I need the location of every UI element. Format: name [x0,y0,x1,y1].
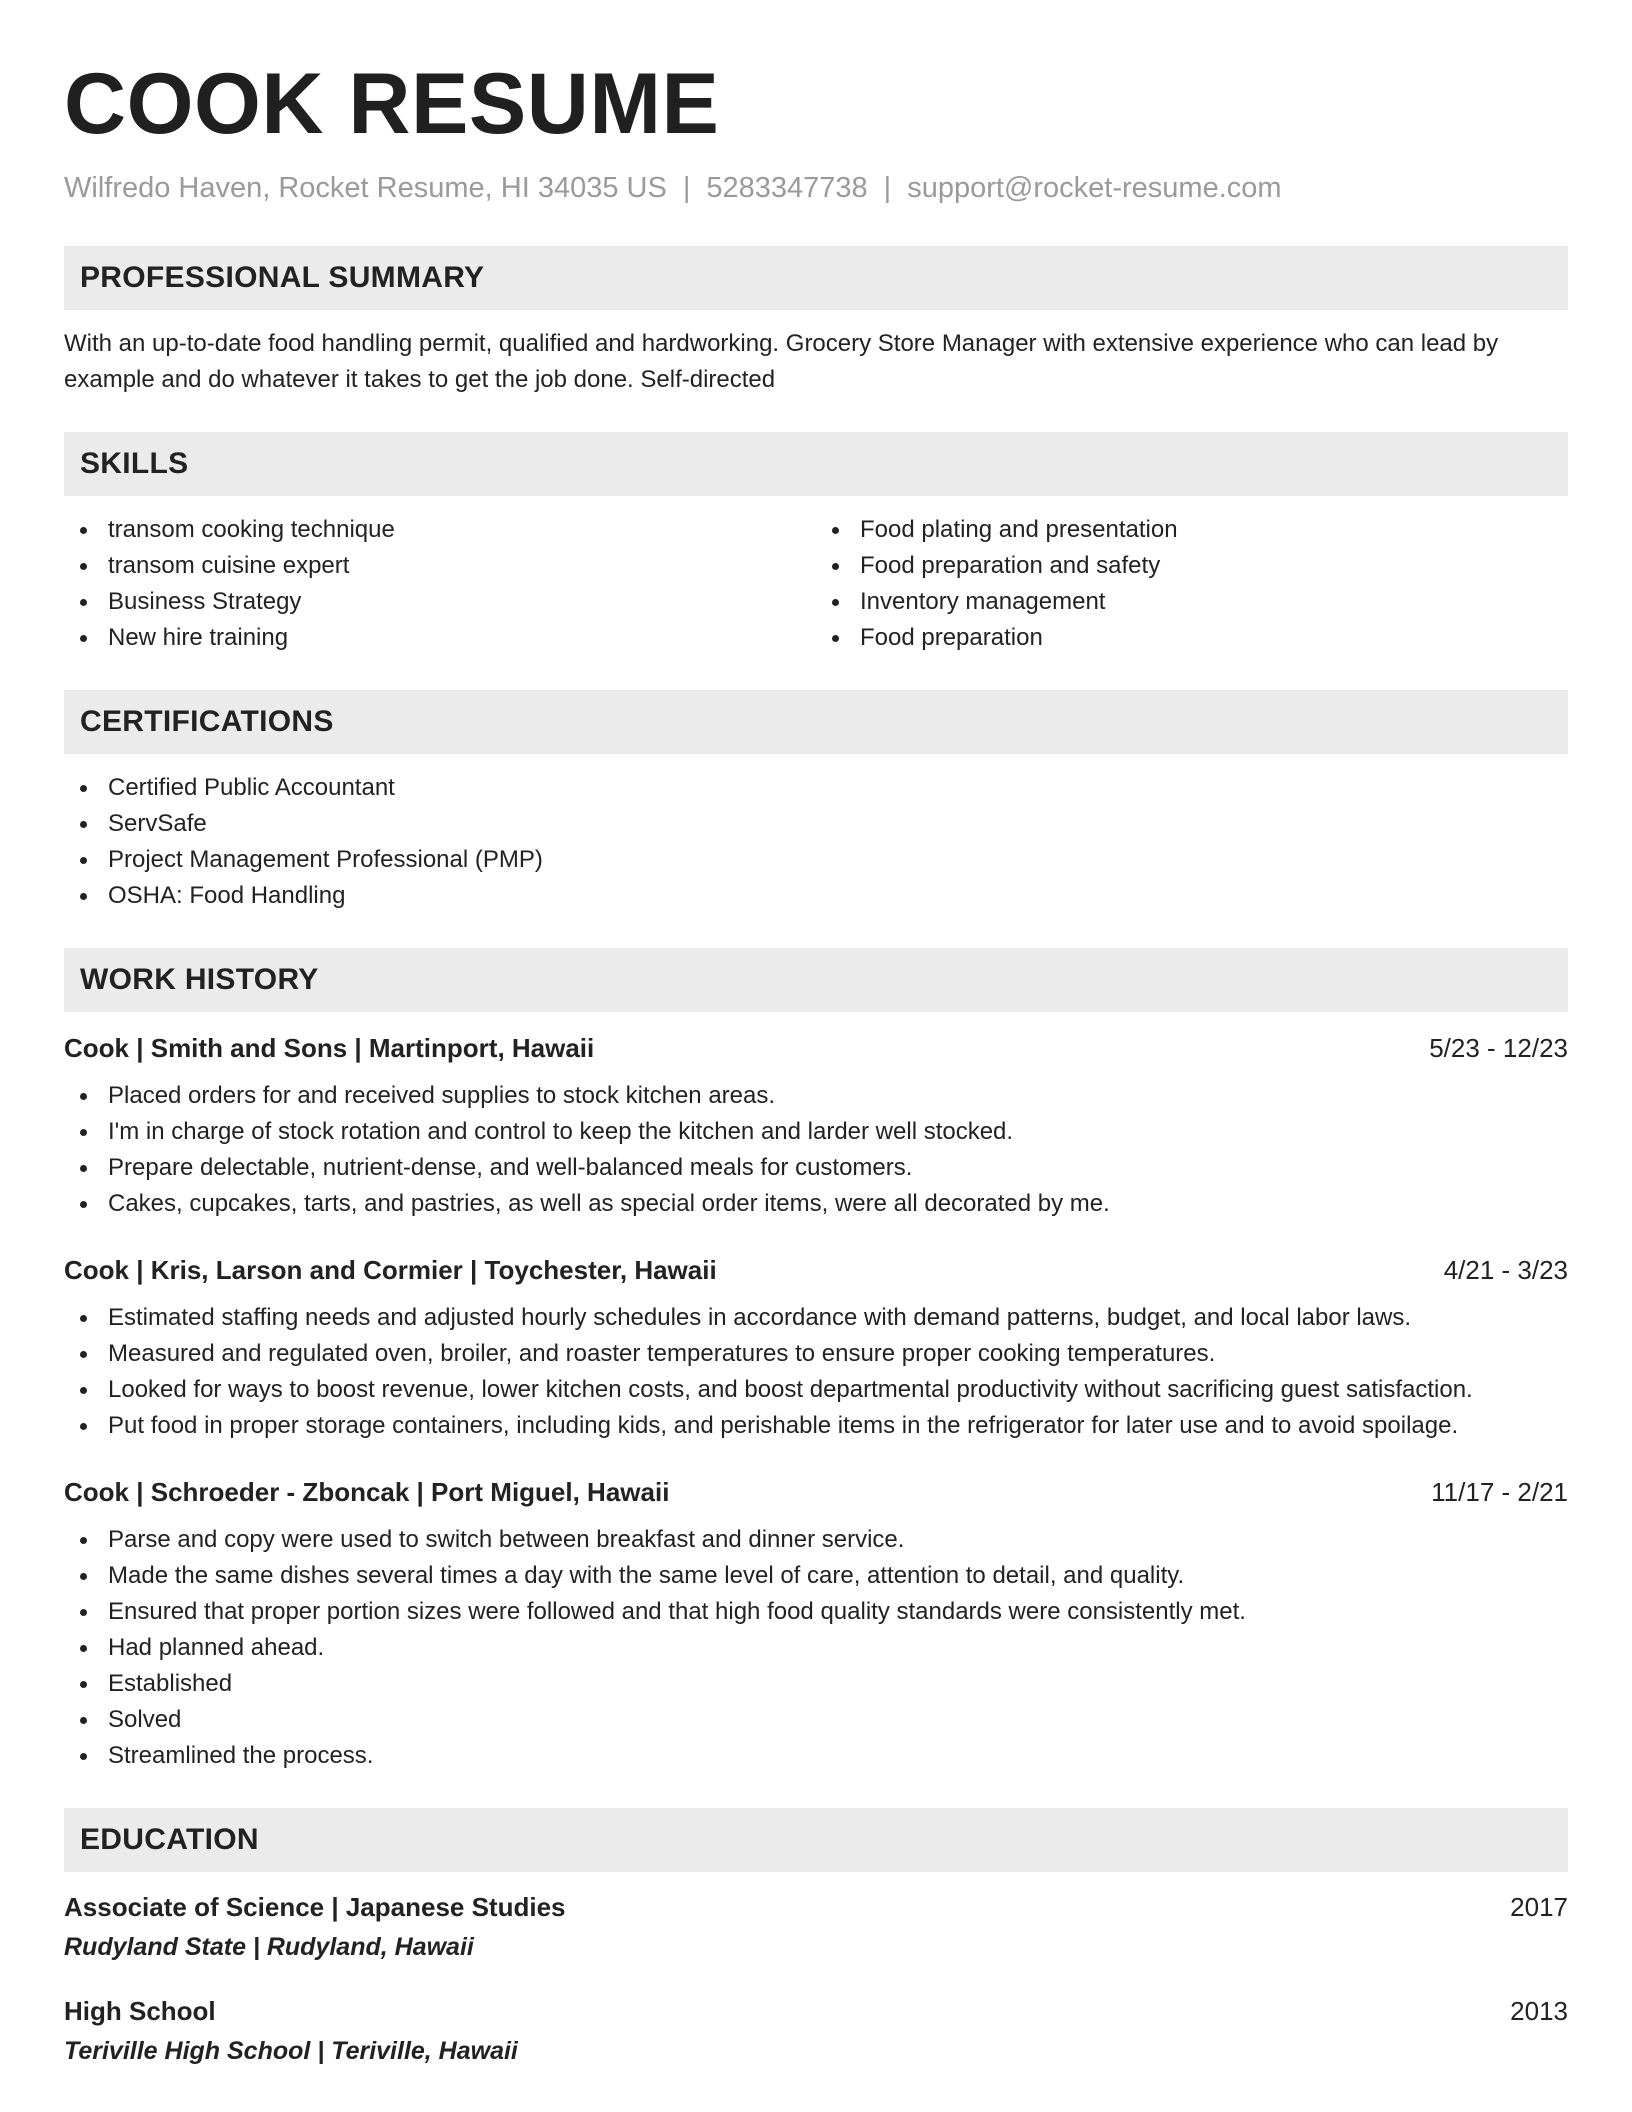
skill-item: New hire training [64,620,816,656]
job-bullet: Put food in proper storage containers, including kids, and perishable items in the refrigerator for later use and to avoid spoilage. [64,1408,1568,1444]
skills-list-left [64,512,816,656]
job-bullet: Established [64,1666,1568,1702]
resume-title: COOK RESUME [64,56,720,152]
skill-item: transom cuisine expert [64,548,816,584]
job-bullet: I'm in charge of stock rotation and control to keep the kitchen and larder well stocked. [64,1114,1568,1150]
job-dates: 11/17 - 2/21 [1431,1477,1568,1507]
summary-section-header [64,246,1568,310]
certification-item: Project Management Professional (PMP) [64,842,1568,878]
education-degree: Associate of Science | Japanese Studies [64,1892,566,1922]
education-section-header [64,1808,1568,1872]
work-heading: WORK HISTORY [80,963,319,996]
skill-item: Inventory management [816,584,1568,620]
contact-line [64,170,1568,206]
skills-section-header [64,432,1568,496]
job-bullets [64,1522,1568,1774]
job-entry [64,1252,1568,1444]
job-bullet: Streamlined the process. [64,1738,1568,1774]
certification-item: Certified Public Accountant [64,770,1568,806]
job-bullet: Ensured that proper portion sizes were followed and that high food quality standards were consistently met. [64,1594,1568,1630]
job-bullets [64,1300,1568,1444]
job-bullet: Measured and regulated oven, broiler, and roaster temperatures to ensure proper cooking temperatures. [64,1336,1568,1372]
job-header [64,1030,1568,1066]
contact-address: Wilfredo Haven, Rocket Resume, HI 34035 US [64,172,667,204]
job-bullet: Made the same dishes several times a day with the same level of care, attention to detail, and quality. [64,1558,1568,1594]
education-heading: EDUCATION [80,1823,259,1856]
job-entry [64,1474,1568,1774]
job-bullet: Prepare delectable, nutrient-dense, and well-balanced meals for customers. [64,1150,1568,1186]
skill-item: transom cooking technique [64,512,816,548]
job-bullet: Cakes, cupcakes, tarts, and pastries, as well as special order items, were all decorated by me. [64,1186,1568,1222]
skill-item: Food preparation and safety [816,548,1568,584]
summary-text: With an up-to-date food handling permit, qualified and hardworking. Grocery Store Manager with extensive experience who can lead by example and do whatever it takes to get the job done. Self-directed [64,330,1499,393]
job-bullet: Placed orders for and received supplies to stock kitchen areas. [64,1078,1568,1114]
education-school: Teriville High School | Teriville, Hawaii [64,2037,518,2065]
education-entry [64,1992,1568,2070]
certification-item: OSHA: Food Handling [64,878,1568,914]
education-header [64,1888,1568,1926]
certification-item: ServSafe [64,806,1568,842]
skill-item: Business Strategy [64,584,816,620]
education-school: Rudyland State | Rudyland, Hawaii [64,1933,474,1961]
education-header [64,1992,1568,2030]
job-bullet: Parse and copy were used to switch between breakfast and dinner service. [64,1522,1568,1558]
skill-item: Food plating and presentation [816,512,1568,548]
education-year: 2013 [1510,1996,1568,2026]
contact-separator: | [682,172,691,204]
job-bullet: Estimated staffing needs and adjusted hourly schedules in accordance with demand patterns, budget, and local labor laws. [64,1300,1568,1336]
summary-heading: PROFESSIONAL SUMMARY [80,261,485,294]
contact-separator: | [883,172,892,204]
certifications-list [64,770,1568,914]
education-entry [64,1888,1568,1966]
skills-grid [64,496,1568,656]
education-degree: High School [64,1996,216,2026]
job-title: Cook | Kris, Larson and Cormier | Toychester, Hawaii [64,1255,717,1285]
work-section-header [64,948,1568,1012]
contact-email: support@rocket-resume.com [907,172,1282,204]
job-title: Cook | Schroeder - Zboncak | Port Miguel, Hawaii [64,1477,670,1507]
job-bullets [64,1078,1568,1222]
education-year: 2017 [1510,1892,1568,1922]
certifications-heading: CERTIFICATIONS [80,705,334,738]
job-dates: 5/23 - 12/23 [1429,1033,1568,1063]
skills-heading: SKILLS [80,447,189,480]
job-title: Cook | Smith and Sons | Martinport, Hawaii [64,1033,595,1063]
job-bullet: Solved [64,1702,1568,1738]
job-dates: 4/21 - 3/23 [1443,1255,1568,1285]
contact-phone: 5283347738 [706,172,868,204]
job-header [64,1474,1568,1510]
job-entry [64,1030,1568,1222]
skill-item: Food preparation [816,620,1568,656]
job-header [64,1252,1568,1288]
certifications-section-header [64,690,1568,754]
skills-list-right [816,512,1568,656]
job-bullet: Had planned ahead. [64,1630,1568,1666]
job-bullet: Looked for ways to boost revenue, lower kitchen costs, and boost departmental productivity without sacrificing guest satisfaction. [64,1372,1568,1408]
